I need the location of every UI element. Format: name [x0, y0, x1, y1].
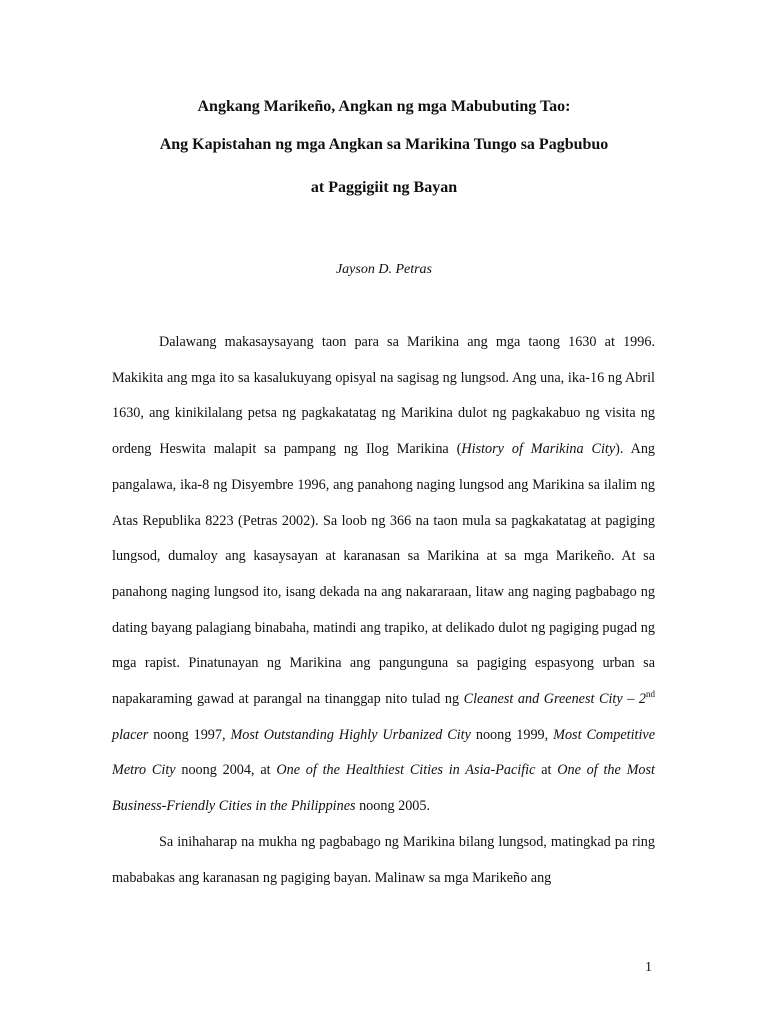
p1-italic-business: One of the Most Business-Friendly Cities in the Philippines: [112, 762, 655, 815]
body-text: [112, 325, 655, 896]
page-number: 1: [645, 960, 652, 975]
p1-italic-healthiest: One of the Healthiest Cities in Asia-Pacific: [276, 762, 536, 779]
p1-text-4: noong 1999,: [470, 726, 554, 743]
p1-text-1: Dalawang makasaysayang taon para sa Marikina ang mga taong 1630 at 1996. Makikita ang mga ito sa kasalukuyang opisyal na sagisag ng lungsod. Ang una, ika-16 ng Abril 1630, ang kinikilalang petsa ng pagkakatatag ng Marikina dulot ng pagkakabuo ng visita ng ordeng Heswita malapit sa pampang ng Ilog Marikina (: [112, 334, 655, 458]
p1-superscript: nd: [646, 689, 656, 700]
author-name: Jayson D. Petras: [335, 262, 433, 277]
p1-italic-cleanest: Cleanest and Greenest City – 2: [463, 691, 647, 708]
p1-italic-history: History of Marikina City: [461, 441, 616, 458]
p1-italic-outstanding: Most Outstanding Highly Urbanized City: [230, 726, 471, 743]
p1-text-7: noong 2005.: [355, 798, 431, 815]
paragraph-2: Sa inihaharap na mukha ng pagbabago ng Marikina bilang lungsod, matingkad pa ring mababakas ang karanasan ng pagiging bayan. Malinaw sa mga Marikeño ang: [112, 833, 655, 886]
p1-italic-competitive: Most Competitive Metro City: [112, 726, 656, 779]
title-line-2: Ang Kapistahan ng mga Angkan sa Marikina Tungo sa Pagbubuo: [159, 136, 609, 153]
p1-text-3: noong 1997,: [148, 726, 231, 743]
p1-text-2: ). Ang pangalawa, ika-8 ng Disyembre 1996, ang panahong naging lungsod ang Marikina sa ilalim ng Atas Republika 8223 (Petras 2002). Sa loob ng 366 na taon mula sa pagkakatatag at pagiging lungsod, dumaloy ang kasaysayan at karanasan sa Marikina at sa mga Marikeño. At sa panahong naging lungsod ito, isang dekada na ang nakararaan, litaw ang naging pagbabago ng dating bayang palagiang binabaha, matindi ang trapiko, at delikado dulot ng pagiging pugad ng mga rapist. Pinatunayan ng Marikina ang pangunguna sa pagiging espasyong urban sa napakaraming gawad at parangal na tinanggap nito tulad ng: [112, 441, 656, 708]
paragraph-1: [112, 325, 655, 825]
title-line-3: at Paggigiit ng Bayan: [310, 179, 458, 196]
p1-text-5: noong 2004, at: [175, 762, 277, 779]
p1-text-6: at: [535, 762, 558, 779]
title-line-1: Angkang Marikeño, Angkan ng mga Mabubuting Tao:: [197, 98, 571, 115]
p1-italic-placer: placer: [112, 726, 149, 743]
